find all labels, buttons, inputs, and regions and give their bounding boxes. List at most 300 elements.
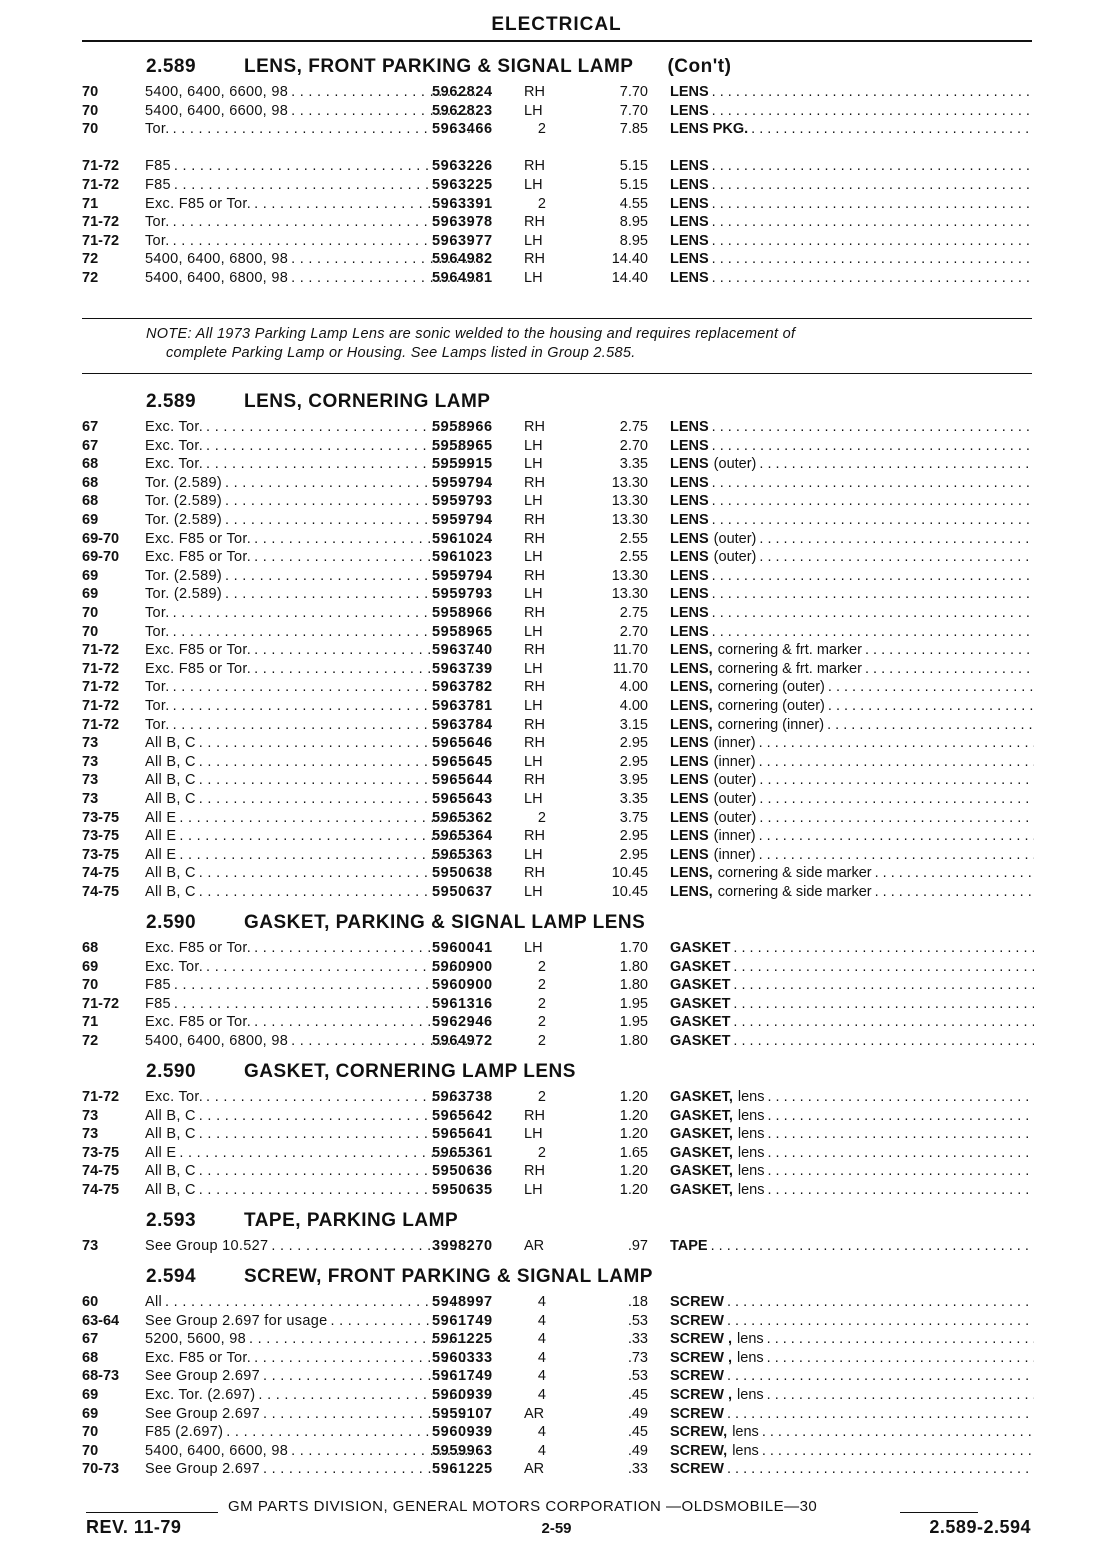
- year-cell: 69: [82, 586, 99, 603]
- model-text: All E: [145, 828, 177, 845]
- description-detail: lens: [737, 1349, 764, 1366]
- dot-leader: [865, 641, 1034, 660]
- year-cell: 67: [82, 437, 99, 454]
- price-cell: .33: [627, 1461, 648, 1478]
- table-row: [82, 437, 1034, 456]
- description-cell: [670, 1107, 1034, 1126]
- quantity-cell: RH: [524, 642, 545, 659]
- model-text: Tor. (2.589): [145, 474, 222, 491]
- part-number-cell: 5960939: [432, 1387, 493, 1403]
- price-cell: .18: [627, 1294, 648, 1310]
- table-row: [82, 623, 1034, 642]
- model-text: F85 (2.697): [145, 1424, 224, 1441]
- part-number-cell: 5962824: [432, 84, 493, 100]
- price-cell: 4.00: [619, 698, 648, 714]
- description-cell-content: [670, 1181, 1034, 1200]
- part-number-cell: 5961225: [432, 1461, 493, 1478]
- description-name: LENS: [670, 809, 709, 826]
- table-row: [82, 678, 1034, 697]
- price-cell: 1.20: [619, 1126, 648, 1143]
- quantity-cell: 2: [537, 809, 546, 826]
- model-cell: [145, 1107, 475, 1126]
- description-cell-content: [670, 771, 1034, 790]
- part-number-cell: 5958965: [432, 437, 493, 454]
- year-cell: 73-75: [82, 809, 120, 826]
- description-name: LENS: [670, 530, 709, 547]
- description-cell-content: [670, 697, 1034, 716]
- description-cell: [670, 455, 1034, 474]
- description-name: SCREW ,: [670, 1331, 733, 1348]
- model-cell: [145, 771, 475, 790]
- quantity-cell: LH: [524, 549, 543, 566]
- section-title: [146, 391, 490, 413]
- description-cell-content: [670, 474, 1034, 493]
- table-row: [82, 604, 1034, 623]
- description-name: LENS,: [670, 865, 713, 882]
- table-row: [82, 1367, 1034, 1386]
- description-cell: [670, 492, 1034, 511]
- description-cell-content: [670, 790, 1034, 809]
- year-cell: 69: [82, 1405, 99, 1422]
- model-text: 5400, 6400, 6600, 98: [145, 84, 289, 100]
- model-cell: [145, 1386, 475, 1405]
- model-text: All B, C: [145, 1163, 196, 1180]
- year-cell: 69: [82, 1387, 99, 1403]
- model-cell-content: [145, 1088, 475, 1107]
- description-cell-content: [670, 437, 1034, 456]
- description-name: LENS: [670, 549, 709, 566]
- table-row: [82, 809, 1034, 828]
- price-cell: 7.85: [619, 121, 648, 138]
- price-cell: 3.75: [619, 809, 648, 826]
- description-cell: [670, 1367, 1034, 1386]
- description-cell-content: [670, 939, 1034, 958]
- part-number-cell: 5961749: [432, 1312, 493, 1329]
- part-number-cell: 5963739: [432, 660, 493, 677]
- model-cell-content: [145, 548, 475, 567]
- model-cell: [145, 102, 475, 121]
- quantity-cell: RH: [524, 158, 545, 175]
- model-cell-content: [145, 1013, 475, 1032]
- quantity-cell: RH: [524, 567, 545, 584]
- part-number-cell: 3998270: [432, 1238, 493, 1254]
- part-number-cell: 5963391: [432, 195, 493, 212]
- table-row: [82, 250, 1034, 269]
- description-detail: lens: [737, 1387, 764, 1403]
- dot-leader: [767, 1330, 1034, 1349]
- model-cell: [145, 250, 475, 269]
- model-cell-content: [145, 771, 475, 790]
- model-text: Tor. (2.589): [145, 512, 222, 528]
- model-cell-content: [145, 530, 475, 549]
- model-cell-content: [145, 195, 475, 214]
- dot-leader: [762, 1442, 1034, 1461]
- description-detail: cornering & side marker: [717, 865, 872, 882]
- model-cell: [145, 1162, 475, 1181]
- price-cell: 1.20: [619, 1182, 648, 1198]
- year-cell: 67: [82, 1331, 99, 1348]
- description-cell: [670, 864, 1034, 883]
- model-text: Exc. Tor. (2.697): [145, 1387, 256, 1403]
- quantity-cell: RH: [524, 828, 545, 845]
- year-cell: 60: [82, 1294, 99, 1310]
- description-cell-content: [670, 734, 1034, 753]
- dot-leader: [712, 250, 1034, 269]
- dot-leader: [712, 585, 1034, 604]
- description-cell-content: [670, 1460, 1034, 1479]
- part-number-cell: 5961316: [432, 995, 493, 1012]
- model-cell-content: [145, 567, 475, 586]
- section-name: TAPE, PARKING LAMP: [244, 1210, 459, 1231]
- quantity-cell: AR: [524, 1405, 545, 1422]
- description-name: LENS: [670, 791, 709, 807]
- description-cell: [670, 1349, 1034, 1368]
- part-number-cell: 5961023: [432, 549, 493, 566]
- table-row: [82, 418, 1034, 437]
- description-name: GASKET: [670, 1014, 731, 1031]
- description-cell-content: [670, 1013, 1034, 1032]
- description-cell: [670, 1330, 1034, 1349]
- dot-leader: [727, 1405, 1034, 1424]
- year-cell: 74-75: [82, 865, 120, 882]
- table-row: [82, 195, 1034, 214]
- model-text: All: [145, 1294, 163, 1310]
- part-number-cell: 5960939: [432, 1424, 493, 1441]
- model-cell-content: [145, 1144, 475, 1163]
- description-cell: [670, 1125, 1034, 1144]
- description-cell-content: [670, 492, 1034, 511]
- description-name: LENS: [670, 846, 709, 863]
- model-text: Tor.: [145, 716, 170, 733]
- description-cell: [670, 883, 1034, 902]
- table-row: [82, 1293, 1034, 1312]
- description-cell: [670, 1405, 1034, 1424]
- dot-leader: [173, 678, 475, 697]
- model-cell: [145, 195, 475, 214]
- model-cell: [145, 83, 475, 102]
- description-detail: cornering (outer): [717, 679, 825, 696]
- dot-leader: [173, 716, 475, 735]
- quantity-cell: 4: [537, 1387, 546, 1403]
- description-cell: [670, 641, 1034, 660]
- dot-leader: [759, 530, 1034, 549]
- dot-leader: [712, 567, 1034, 586]
- description-name: LENS: [670, 456, 709, 473]
- description-name: SCREW: [670, 1312, 724, 1329]
- dot-leader: [712, 604, 1034, 623]
- description-cell-content: [670, 213, 1034, 232]
- table-row: [82, 864, 1034, 883]
- year-cell: 71-72: [82, 995, 120, 1012]
- description-cell-content: [670, 1107, 1034, 1126]
- price-cell: 11.70: [612, 660, 648, 677]
- dot-leader: [174, 176, 475, 195]
- description-cell-content: [670, 102, 1034, 121]
- description-cell-content: [670, 1088, 1034, 1107]
- part-number-cell: 5950638: [432, 865, 493, 882]
- model-cell: [145, 883, 475, 902]
- table-row: [82, 641, 1034, 660]
- model-cell: [145, 120, 475, 139]
- description-detail: (inner): [713, 735, 756, 752]
- description-detail: lens: [737, 1089, 765, 1105]
- model-cell: [145, 1013, 475, 1032]
- year-cell: 69: [82, 512, 99, 528]
- quantity-cell: RH: [524, 865, 545, 882]
- description-cell-content: [670, 83, 1034, 102]
- year-cell: 70: [82, 102, 99, 119]
- description-cell: [670, 567, 1034, 586]
- dot-leader: [767, 1107, 1034, 1126]
- model-text: See Group 2.697: [145, 1461, 260, 1478]
- dot-leader: [174, 995, 475, 1014]
- part-number-cell: 5963977: [432, 232, 493, 249]
- dot-leader: [711, 1237, 1034, 1256]
- dot-leader: [173, 213, 475, 232]
- note-rule-top: [82, 318, 1032, 319]
- price-cell: 3.15: [619, 716, 648, 733]
- description-cell: [670, 102, 1034, 121]
- note-line-2: complete Parking Lamp or Housing. See Lamps listed in Group 2.585.: [166, 345, 636, 361]
- price-cell: 13.30: [611, 586, 648, 603]
- model-cell-content: [145, 176, 475, 195]
- dot-leader: [179, 827, 475, 846]
- model-text: Exc. F85 or Tor.: [145, 940, 252, 956]
- part-number-cell: 5959107: [432, 1405, 493, 1422]
- table-row: [82, 1442, 1034, 1461]
- price-cell: 1.20: [619, 1107, 648, 1124]
- part-number-cell: 5959794: [432, 512, 493, 528]
- dot-leader: [767, 1386, 1034, 1405]
- price-cell: 5.15: [619, 158, 648, 175]
- year-cell: 74-75: [82, 1182, 120, 1198]
- description-cell: [670, 1442, 1034, 1461]
- model-text: Tor. (2.589): [145, 493, 222, 510]
- model-text: F85: [145, 995, 171, 1012]
- model-cell: [145, 455, 475, 474]
- model-cell-content: [145, 418, 475, 437]
- description-cell-content: [670, 1144, 1034, 1163]
- model-text: 5400, 6400, 6800, 98: [145, 1033, 289, 1049]
- description-cell: [670, 232, 1034, 251]
- model-text: Tor. (2.589): [145, 567, 222, 584]
- model-cell: [145, 1293, 475, 1312]
- model-cell-content: [145, 678, 475, 697]
- description-cell: [670, 809, 1034, 828]
- year-cell: 74-75: [82, 884, 120, 900]
- part-number-cell: 5960333: [432, 1349, 493, 1366]
- model-text: Exc. F85 or Tor.: [145, 660, 252, 677]
- description-cell-content: [670, 530, 1034, 549]
- dot-leader: [733, 939, 1034, 958]
- price-cell: 1.95: [619, 1014, 648, 1031]
- description-cell-content: [670, 1312, 1034, 1331]
- table-row: [82, 232, 1034, 251]
- model-cell: [145, 846, 475, 865]
- part-number-cell: 5961749: [432, 1368, 493, 1385]
- quantity-cell: LH: [524, 456, 543, 473]
- page-header: ELECTRICAL: [491, 14, 622, 35]
- table-row: [82, 958, 1034, 977]
- dot-leader: [712, 269, 1034, 288]
- model-cell-content: [145, 83, 475, 102]
- table-row: [82, 83, 1034, 102]
- table-row: [82, 1032, 1034, 1051]
- description-cell: [670, 734, 1034, 753]
- year-cell: 70-73: [82, 1461, 120, 1478]
- dot-leader: [173, 232, 475, 251]
- description-name: LENS: [670, 623, 709, 640]
- description-cell: [670, 1162, 1034, 1181]
- model-cell: [145, 1237, 475, 1256]
- part-number-cell: 5963782: [432, 679, 493, 696]
- description-cell-content: [670, 176, 1034, 195]
- description-cell: [670, 250, 1034, 269]
- model-cell: [145, 585, 475, 604]
- description-cell: [670, 1013, 1034, 1032]
- description-cell: [670, 120, 1034, 139]
- model-cell-content: [145, 939, 475, 958]
- model-cell: [145, 157, 475, 176]
- description-cell: [670, 418, 1034, 437]
- description-cell-content: [670, 1330, 1034, 1349]
- part-number-cell: 5964972: [432, 1033, 493, 1049]
- part-number-cell: 5948997: [432, 1294, 493, 1310]
- part-number-cell: 5963784: [432, 716, 493, 733]
- year-cell: 71: [82, 1014, 99, 1031]
- description-detail: lens: [737, 1182, 765, 1198]
- model-cell-content: [145, 1367, 475, 1386]
- model-cell: [145, 958, 475, 977]
- description-cell: [670, 269, 1034, 288]
- year-cell: 72: [82, 251, 99, 268]
- table-row: [82, 474, 1034, 493]
- description-cell: [670, 995, 1034, 1014]
- year-cell: 71-72: [82, 158, 120, 175]
- part-number-cell: 5961024: [432, 530, 493, 547]
- model-cell: [145, 1349, 475, 1368]
- table-row: [82, 1107, 1034, 1126]
- model-cell: [145, 660, 475, 679]
- model-cell: [145, 492, 475, 511]
- quantity-cell: RH: [524, 214, 545, 231]
- description-name: LENS,: [670, 698, 713, 714]
- model-cell: [145, 437, 475, 456]
- quantity-cell: RH: [524, 84, 545, 100]
- description-detail: (outer): [713, 791, 757, 807]
- section-number: 2.589: [146, 391, 197, 412]
- description-cell-content: [670, 1237, 1034, 1256]
- description-name: LENS PKG.: [670, 121, 749, 138]
- table-row: [82, 530, 1034, 549]
- description-cell-content: [670, 1367, 1034, 1386]
- model-cell-content: [145, 790, 475, 809]
- price-cell: 11.70: [612, 642, 648, 659]
- dot-leader: [875, 864, 1034, 883]
- model-text: All B, C: [145, 753, 196, 770]
- description-name: LENS: [670, 567, 709, 584]
- price-cell: .45: [627, 1424, 648, 1441]
- dot-leader: [179, 809, 475, 828]
- model-cell: [145, 623, 475, 642]
- description-name: LENS: [670, 605, 709, 621]
- description-name: LENS,: [670, 642, 713, 659]
- quantity-cell: LH: [524, 753, 543, 770]
- description-name: LENS: [670, 753, 709, 770]
- description-name: SCREW ,: [670, 1349, 733, 1366]
- section-name: GASKET, CORNERING LAMP LENS: [244, 1061, 576, 1082]
- quantity-cell: 2: [537, 1144, 546, 1161]
- quantity-cell: RH: [524, 605, 545, 621]
- price-cell: 1.20: [619, 1089, 648, 1105]
- dot-leader: [733, 995, 1034, 1014]
- year-cell: 70: [82, 1424, 99, 1441]
- year-cell: 69: [82, 958, 99, 975]
- quantity-cell: LH: [524, 791, 543, 807]
- description-cell-content: [670, 976, 1034, 995]
- quantity-cell: LH: [524, 846, 543, 863]
- price-cell: 14.40: [611, 270, 648, 286]
- year-cell: 73: [82, 753, 99, 770]
- dot-leader: [759, 753, 1034, 772]
- description-name: LENS: [670, 772, 709, 789]
- description-name: GASKET: [670, 940, 731, 956]
- quantity-cell: LH: [524, 102, 543, 119]
- price-cell: 13.30: [611, 474, 648, 491]
- price-cell: 2.75: [619, 419, 648, 435]
- price-cell: .97: [627, 1238, 648, 1254]
- table-row: [82, 939, 1034, 958]
- description-detail: cornering (inner): [717, 716, 825, 733]
- model-cell: [145, 939, 475, 958]
- part-number-cell: 5958965: [432, 623, 493, 640]
- model-text: See Group 2.697: [145, 1405, 260, 1422]
- description-cell-content: [670, 455, 1034, 474]
- table-row: [82, 1405, 1034, 1424]
- part-number-cell: 5960041: [432, 940, 493, 956]
- model-text: 5400, 6400, 6600, 98: [145, 1442, 289, 1459]
- year-cell: 71-72: [82, 214, 120, 231]
- description-cell: [670, 176, 1034, 195]
- model-cell-content: [145, 995, 475, 1014]
- quantity-cell: AR: [524, 1238, 545, 1254]
- quantity-cell: AR: [524, 1461, 545, 1478]
- table-row: [82, 790, 1034, 809]
- description-cell: [670, 1181, 1034, 1200]
- model-cell: [145, 1405, 475, 1424]
- description-name: SCREW,: [670, 1442, 728, 1459]
- year-cell: 70: [82, 84, 99, 100]
- price-cell: 3.95: [619, 772, 648, 789]
- dot-leader: [712, 157, 1034, 176]
- part-number-cell: 5958966: [432, 605, 493, 621]
- model-text: All B, C: [145, 791, 196, 807]
- description-cell-content: [670, 157, 1034, 176]
- quantity-cell: 2: [537, 958, 546, 975]
- section-name: LENS, CORNERING LAMP: [244, 391, 491, 412]
- model-cell-content: [145, 846, 475, 865]
- part-number-cell: 5965646: [432, 735, 493, 752]
- dot-leader: [712, 195, 1034, 214]
- section-number: 2.590: [146, 912, 197, 933]
- dot-leader: [828, 678, 1034, 697]
- price-cell: 4.55: [619, 195, 648, 212]
- description-detail: (outer): [713, 772, 757, 789]
- model-cell-content: [145, 734, 475, 753]
- page-number: 2-59: [541, 1520, 572, 1537]
- model-cell-content: [145, 716, 475, 735]
- description-detail: (inner): [713, 753, 756, 770]
